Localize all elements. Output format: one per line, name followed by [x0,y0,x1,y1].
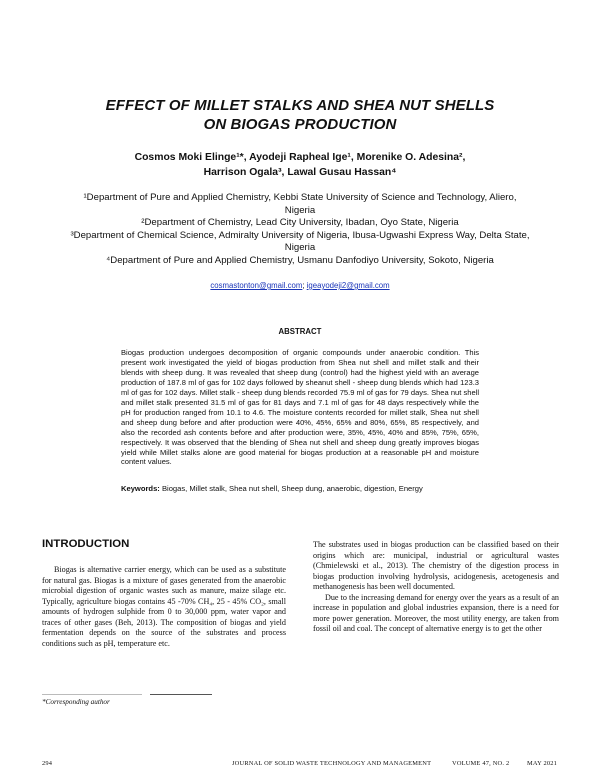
paper-title-line-1: EFFECT OF MILLET STALKS AND SHEA NUT SHELLS [105,97,495,114]
corresponding-author-note: *Corresponding author [42,698,110,706]
email-separator: ; [302,281,307,290]
intro-paragraph-2: The substrates used in biogas production can be classified based on their origins which are: municipal, industrial or agricultural wastes (Chmielewski et al., 2013). The chemistry of the digestion process in biogas production involving hydrolysis, acidogenesis, acetogenesis and methanogenesis has been well documented. [313,540,559,591]
author-line-2: Harrison Ogala³, Lawal Gusau Hassan⁴ [203,167,397,178]
intro-paragraph-3: Due to the increasing demand for energy over the years as a result of an increase in population and global industries expansion, there is a need for more power generation. Moreover, the most utility energy, are taken from fossil oil and coal. The concept of alternative energy is to get the other [313,592,559,633]
author-line-1: Cosmos Moki Elinge¹*, Ayodeji Rapheal Ige¹, Morenike O. Adesina², [134,152,466,163]
keywords-line [121,484,479,493]
author-list [60,150,540,180]
abstract-text: Biogas production undergoes decomposition of organic compounds under anaerobic condition. This present work investigated the yield of biogas production from Shea nut shell and millet stalk and their blends with sheep dung. It was revealed that sheep dung (control) had the highest yield with an average production of 187.8 ml of gas for 102 days followed by sheanut shell - sheep dung blends which had 123.3 ml of gas for 102 days. Millet stalk - sheep dung blends recorded 75.9 ml of gas for 79 days. Shea nut shell and millet stalk presented 31.5 ml of gas for 81 days and 7.1 ml of gas for 48 days respectively while the pH for production ranged from 10.1 to 4.6. The moisture contents recorded for millet stalk, Shea nut shell and sheep dung before and after production were 40%, 45%, 65% and 80%, 65%, 85 respectively, and also the recorded ash contents before and after production were, 35%, 45%, 40% and 85%, 75%, 65%, respectively. It was observed that the blending of Shea nut shell and sheep dung greatly improves biogas yield while Millet stalks alone are good material for biogas production at a reasonable pH and moisture content values. [121,348,479,467]
affiliation-1: ¹Department of Pure and Applied Chemistry, Kebbi State University of Science and Technology, Aliero, Nigeria [83,192,517,216]
paper-title-line-2: ON BIOGAS PRODUCTION [203,116,397,133]
affiliation-list [70,192,530,268]
intro-paragraph-1: Biogas is alternative carrier energy, which can be used as a substitute for natural gas. Biogas is a mixture of gases generated from the anaerobic microbial digestion of organic wastes such as manure, maize silage etc. Typically, agriculture biogas contains 45 -70% CH₄, 25 - 45% CO₂, small amounts of hydrogen sulphide from 0 to 30,000 ppm, water vapor and traces of other gases (Beh, 2013). The composition of biogas and yield fermentation depends on the source of the substrates and process conditions such as pH, temperature etc. [42,565,286,648]
email-link-1[interactable]: cosmastonton@gmail.com [210,281,303,290]
affiliation-4: ⁴Department of Pure and Applied Chemistry, Usmanu Danfodiyo University, Sokoto, Nigeria [106,254,494,266]
author-emails [60,281,540,290]
affiliation-3: ³Department of Chemical Science, Admiralty University of Nigeria, Ibusa-Ugwashi Express Way, Delta State, Nigeria [70,229,530,254]
footer-page-number: 294 [42,760,53,767]
affiliation-2: ²Department of Chemistry, Lead City University, Ibadan, Oyo State, Nigeria [141,217,459,229]
paper-title [60,96,540,134]
abstract-heading: ABSTRACT [278,327,322,336]
keywords-label: Keywords: [121,484,160,493]
keywords-text: Biogas, Millet stalk, Shea nut shell, Sheep dung, anaerobic, digestion, Energy [159,484,423,493]
introduction-heading: INTRODUCTION [42,538,130,550]
footnote-divider-left [42,694,142,695]
footer-volume: VOLUME 47, NO. 2 [452,760,510,767]
footer-journal-name: JOURNAL OF SOLID WASTE TECHNOLOGY AND MANAGEMENT [232,760,432,767]
right-column [313,540,559,635]
footnote-divider [150,694,212,695]
footer-date: MAY 2021 [527,760,558,767]
left-column [42,565,286,649]
email-link-2[interactable]: igeayodeji2@gmail.com [306,281,390,290]
